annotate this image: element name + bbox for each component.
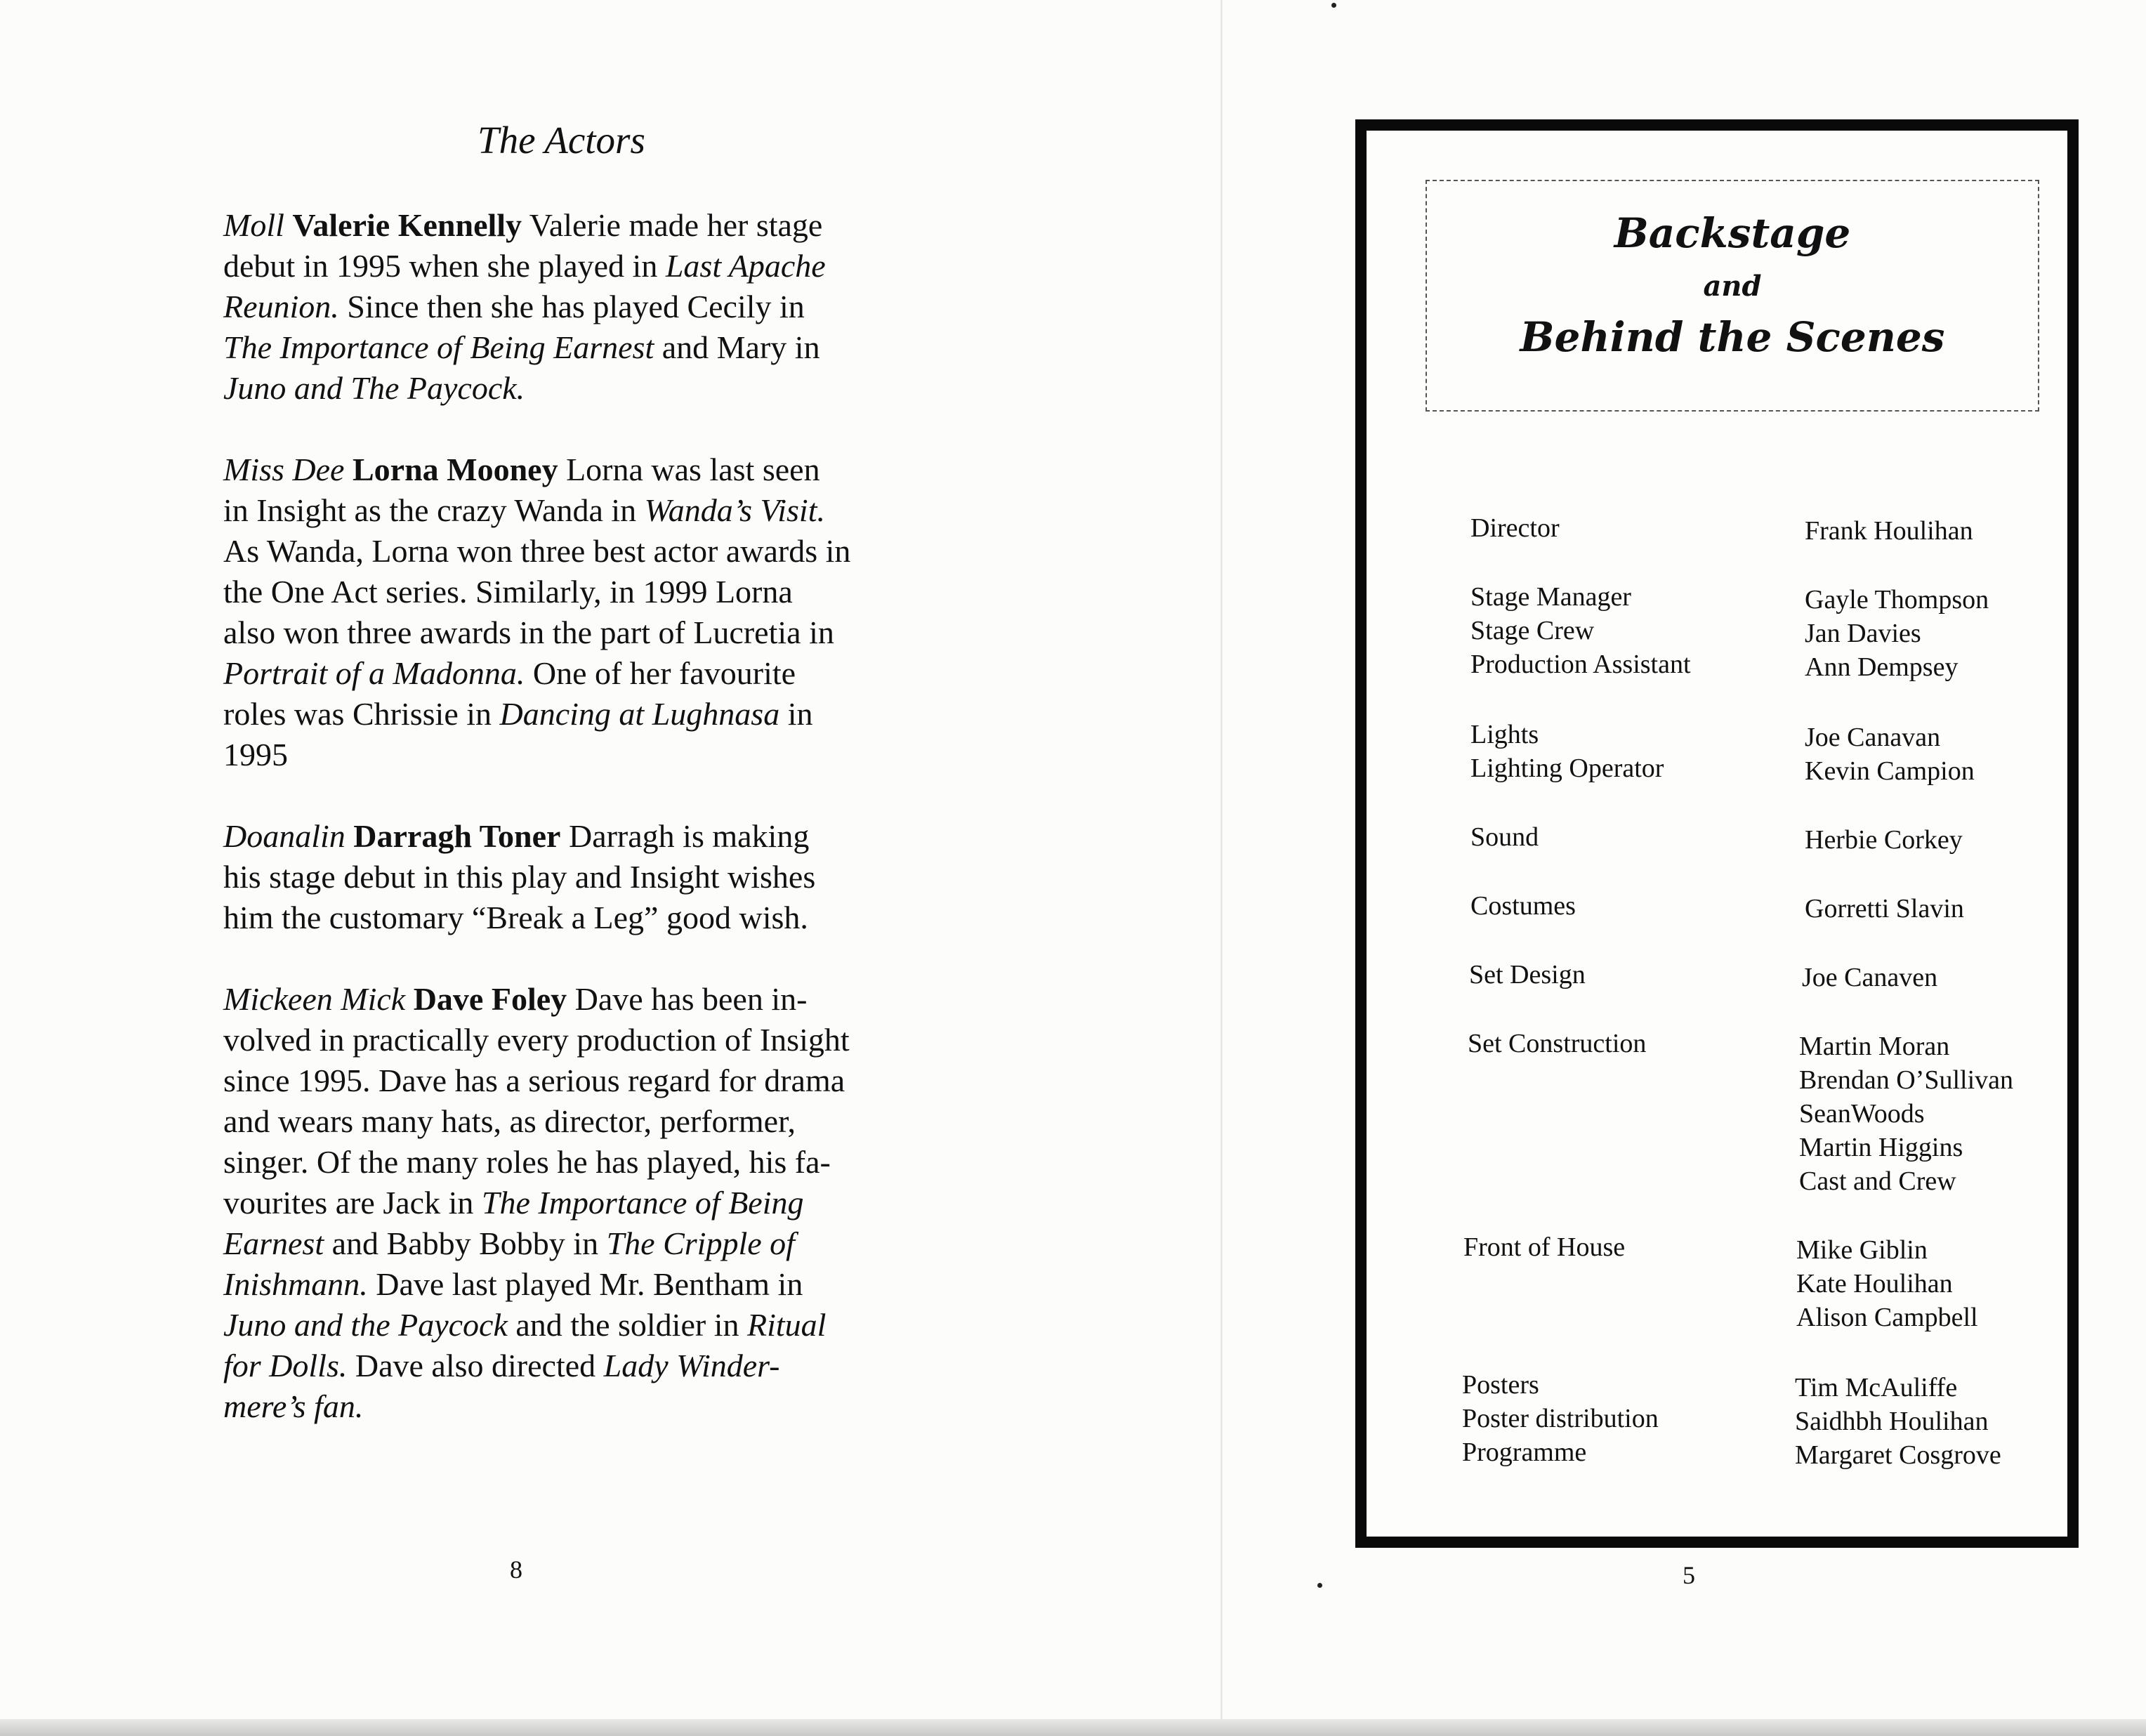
credit-name: Herbie Corkey bbox=[1805, 825, 1963, 855]
credit-role: Set Design bbox=[1469, 960, 1586, 989]
credits-title-and: and bbox=[1703, 270, 1762, 303]
actor-bio bbox=[223, 816, 940, 938]
credit-role: Front of House bbox=[1463, 1232, 1626, 1262]
credit-name: SeanWoods bbox=[1799, 1099, 1925, 1129]
bio-line bbox=[223, 368, 940, 409]
bio-text: Valerie made her stage bbox=[522, 207, 823, 243]
bio-line bbox=[223, 490, 940, 531]
bio-text: and wears many hats, as director, performer, bbox=[223, 1103, 796, 1139]
bio-text: and the soldier in bbox=[507, 1307, 747, 1343]
bio-line bbox=[223, 327, 940, 368]
credit-role: Sound bbox=[1470, 822, 1539, 852]
italic-text: Portrait of a Madonna. bbox=[223, 655, 525, 691]
credits-title-box bbox=[1426, 180, 2039, 412]
bio-line bbox=[223, 612, 940, 653]
bio-text: 1995 bbox=[223, 737, 288, 772]
actor-name: Dave Foley bbox=[413, 981, 567, 1017]
bio-text: Dave also directed bbox=[347, 1348, 604, 1383]
italic-text: Juno and The Paycock. bbox=[223, 370, 525, 406]
credits-title-line2: Behind the Scenes bbox=[1520, 313, 1945, 361]
credit-name: Cast and Crew bbox=[1799, 1166, 1956, 1196]
credit-name: Joe Canaven bbox=[1802, 963, 1938, 992]
bio-line bbox=[223, 1386, 940, 1427]
actor-name: Valerie Kennelly bbox=[292, 207, 522, 243]
credit-name: Tim McAuliffe bbox=[1795, 1373, 1958, 1402]
credit-name: Alison Campbell bbox=[1796, 1303, 1978, 1332]
italic-text: The Cripple of bbox=[606, 1225, 795, 1261]
credit-role: Lighting Operator bbox=[1470, 754, 1664, 783]
actor-name: Darragh Toner bbox=[353, 818, 561, 854]
bio-line bbox=[223, 1264, 940, 1305]
credits-title-line1: Backstage bbox=[1614, 209, 1851, 257]
bio-line bbox=[223, 694, 940, 735]
bio-line bbox=[223, 897, 940, 938]
page-number-left: 8 bbox=[510, 1556, 522, 1584]
bio-text: vourites are Jack in bbox=[223, 1185, 482, 1221]
bio-text: singer. Of the many roles he has played, his fa- bbox=[223, 1144, 831, 1180]
credit-name: Frank Houlihan bbox=[1805, 516, 1973, 546]
bio-line bbox=[223, 449, 940, 490]
italic-text: Dancing at Lughnasa bbox=[499, 696, 780, 732]
scan-speck bbox=[1317, 1583, 1322, 1588]
italic-text: Reunion. bbox=[223, 289, 339, 324]
credit-role: Director bbox=[1470, 513, 1560, 543]
credit-name: Ann Dempsey bbox=[1805, 652, 1959, 682]
actor-name: Lorna Mooney bbox=[352, 452, 558, 487]
bio-text: roles was Chrissie in bbox=[223, 696, 500, 732]
bio-text: One of her favourite bbox=[525, 655, 796, 691]
bio-line bbox=[223, 572, 940, 612]
bio-text: also won three awards in the part of Lucretia in bbox=[223, 614, 834, 650]
bio-text: Since then she has played Cecily in bbox=[338, 289, 805, 324]
credit-role: Costumes bbox=[1470, 891, 1576, 921]
italic-text: for Dolls. bbox=[223, 1348, 348, 1383]
credit-name: Jan Davies bbox=[1805, 619, 1921, 648]
bio-line bbox=[223, 1020, 940, 1060]
bio-text: since 1995. Dave has a serious regard for drama bbox=[223, 1063, 845, 1098]
credit-name: Gorretti Slavin bbox=[1805, 894, 1964, 923]
credit-name: Martin Moran bbox=[1799, 1032, 1950, 1061]
italic-text: Inishmann. bbox=[223, 1266, 368, 1302]
bio-line bbox=[223, 246, 940, 287]
credit-name: Martin Higgins bbox=[1799, 1133, 1963, 1162]
bio-text: in Insight as the crazy Wanda in bbox=[223, 492, 645, 528]
italic-text: The Importance of Being bbox=[481, 1185, 804, 1221]
bio-line bbox=[223, 816, 940, 857]
credit-role: Set Construction bbox=[1468, 1029, 1647, 1058]
bio-line bbox=[223, 205, 940, 246]
bio-text: and Mary in bbox=[654, 329, 820, 365]
actor-bio bbox=[223, 449, 940, 775]
page-title: The Actors bbox=[478, 119, 645, 162]
bio-line bbox=[223, 1060, 940, 1101]
scan-edge bbox=[0, 1719, 2146, 1736]
italic-text: Mickeen Mick bbox=[223, 981, 414, 1017]
credit-name: Margaret Cosgrove bbox=[1795, 1440, 2001, 1470]
bio-line bbox=[223, 979, 940, 1020]
credit-role: Lights bbox=[1470, 720, 1539, 749]
credit-name: Kate Houlihan bbox=[1796, 1269, 1953, 1298]
bio-line bbox=[223, 287, 940, 327]
credit-name: Gayle Thompson bbox=[1805, 585, 1989, 614]
bio-text: Dave last played Mr. Bentham in bbox=[367, 1266, 803, 1302]
italic-text: Moll bbox=[223, 207, 293, 243]
credit-role: Production Assistant bbox=[1470, 650, 1691, 679]
actor-bios bbox=[223, 205, 940, 1468]
italic-text: The Importance of Being Earnest bbox=[223, 329, 654, 365]
bio-text: the One Act series. Similarly, in 1999 Lorna bbox=[223, 574, 793, 610]
page-number-right: 5 bbox=[1683, 1561, 1695, 1589]
credit-role: Posters bbox=[1462, 1370, 1539, 1400]
bio-text: As Wanda, Lorna won three best actor awards in bbox=[223, 533, 851, 569]
credit-name: Brendan O’Sullivan bbox=[1799, 1065, 2014, 1095]
bio-text: debut in 1995 when she played in bbox=[223, 248, 666, 284]
bio-text: and Babby Bobby in bbox=[324, 1225, 607, 1261]
italic-text: Lady Winder- bbox=[603, 1348, 780, 1383]
italic-text: Earnest bbox=[223, 1225, 324, 1261]
bio-line bbox=[223, 1346, 940, 1386]
bio-line bbox=[223, 735, 940, 775]
credit-role: Stage Manager bbox=[1470, 582, 1631, 612]
italic-text: Last Apache bbox=[665, 248, 826, 284]
credit-role: Programme bbox=[1462, 1438, 1587, 1467]
bio-text: volved in practically every production of Insight bbox=[223, 1022, 850, 1058]
page-fold bbox=[1220, 0, 1223, 1736]
bio-line bbox=[223, 1305, 940, 1346]
bio-text: Dave has been in- bbox=[567, 981, 808, 1017]
bio-line bbox=[223, 531, 940, 572]
bio-line bbox=[223, 1183, 940, 1223]
bio-line bbox=[223, 653, 940, 694]
italic-text: Ritual bbox=[746, 1307, 827, 1343]
italic-text: mere’s fan. bbox=[223, 1388, 364, 1424]
credit-name: Joe Canavan bbox=[1805, 723, 1941, 752]
credit-name: Mike Giblin bbox=[1796, 1235, 1928, 1265]
bio-text: Darragh is making bbox=[560, 818, 810, 854]
credit-role: Stage Crew bbox=[1470, 616, 1595, 645]
scan-speck bbox=[1331, 3, 1336, 8]
bio-text: his stage debut in this play and Insight wishes bbox=[223, 859, 816, 895]
italic-text: Miss Dee bbox=[223, 452, 353, 487]
bio-text: Lorna was last seen bbox=[558, 452, 820, 487]
bio-line bbox=[223, 857, 940, 897]
italic-text: Doanalin bbox=[223, 818, 354, 854]
credit-name: Kevin Campion bbox=[1805, 756, 1975, 786]
bio-line bbox=[223, 1142, 940, 1183]
bio-line bbox=[223, 1101, 940, 1142]
bio-text: him the customary “Break a Leg” good wish. bbox=[223, 900, 808, 935]
bio-line bbox=[223, 1223, 940, 1264]
actor-bio bbox=[223, 979, 940, 1427]
italic-text: Wanda’s Visit. bbox=[644, 492, 825, 528]
credit-role: Poster distribution bbox=[1462, 1404, 1659, 1433]
credit-name: Saidhbh Houlihan bbox=[1795, 1407, 1989, 1436]
italic-text: Juno and the Paycock bbox=[223, 1307, 508, 1343]
bio-text: in bbox=[779, 696, 813, 732]
actor-bio bbox=[223, 205, 940, 409]
